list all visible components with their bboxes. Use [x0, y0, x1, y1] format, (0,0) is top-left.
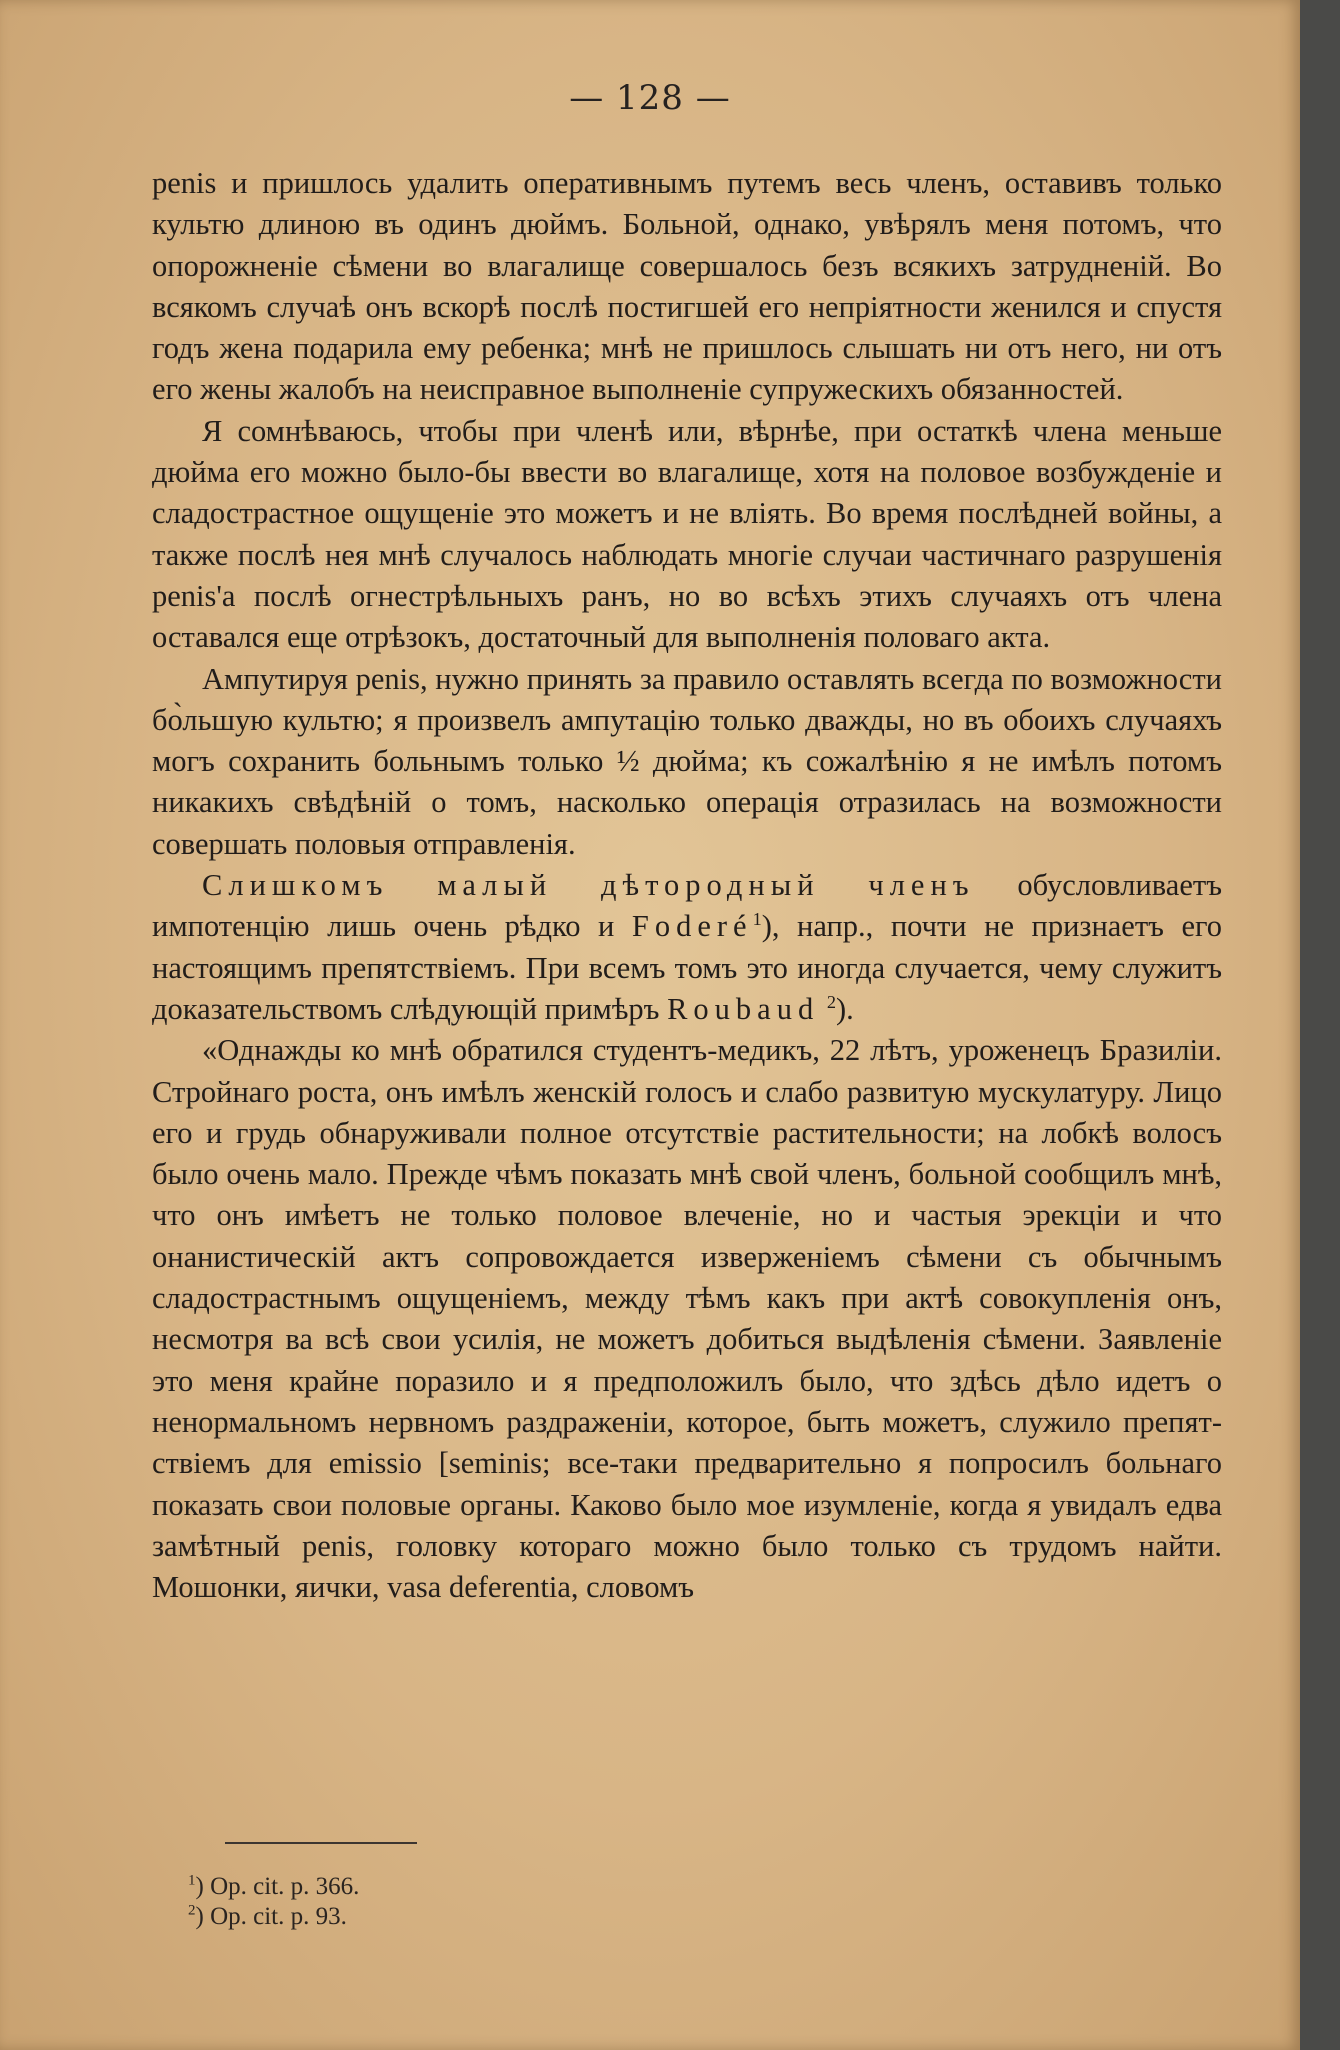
footnote-ref-2: 2 — [826, 991, 836, 1012]
author-fodere: Foderé — [631, 909, 753, 944]
paragraph-2: Я сомнѣваюсь, чтобы при членѣ или, вѣрнѣе, при остаткѣ члена меньше дюйма его можно было-бы ввести во влагалище, хотя на половое возбужденіе и сладострастное ощущеніе это можетъ и не вліять. Во время послѣдней войны, а также послѣ нея мнѣ случалось наблюдать многіе случаи частичнаго разрушенія penis'а послѣ огнестрѣльныхъ ранъ, но во всѣхъ этихъ случаяхъ отъ члена оставался еще отрѣзокъ, достаточный для выполненія половаго акта. — [152, 413, 1222, 655]
page-body — [152, 163, 1222, 1608]
paragraph-5: «Однажды ко мнѣ обратился студентъ-медикъ, 22 лѣтъ, уроженецъ Бразиліи. Стройнаго роста, онъ имѣлъ женскій голосъ и слабо развитую мускулатуру. Лицо его и грудь обнаруживали полное отсутствіе растительности; на лобкѣ волосъ было очень мало. Прежде чѣмъ показать мнѣ свой членъ, больной сообщилъ мнѣ, что онъ имѣетъ не только половое влеченіе, но и частыя эрекціи и что онанистическій актъ сопровождается изверженіемъ сѣмени съ обычнымъ сладострастнымъ ощущеніемъ, между тѣмъ какъ при актѣ совокупленія онъ, несмотря ва всѣ свои усилія, не можетъ добиться выдѣленія сѣмени. Заявленіе это меня крайне поразило и я предположилъ было, что здѣсь дѣло идетъ о ненормальномъ нервномъ раздраженіи, которое, быть можетъ, служило препятствіемъ для emissio [seminis; все-таки предварительно я попросилъ больнаго показать свои половые органы. Каково было мое изумленіе, когда я увидалъ едва замѣтный penis, головку котораго можно было только съ трудомъ найти. Мошонки, яички, vasa deferentia, словомъ — [152, 1033, 1222, 1605]
footnotes — [188, 1872, 359, 1932]
paragraph-4-text-c: ). — [835, 991, 854, 1026]
paragraph-3: Ампутируя penis, нужно принять за правило оставлять всегда по возможности бо̀льшую культю; я произвелъ ампутацію только дважды, но въ обоихъ случаяхъ могъ сохранить больнымъ только ½ дюйма; къ сожалѣнію я не имѣлъ потомъ никакихъ свѣдѣній о томъ, насколько операція отразилась на возможности совершать половыя отправленія. — [152, 661, 1222, 861]
footnote-text: ) Op. cit. p. 366. — [195, 1873, 360, 1900]
footnote-mark: 1 — [188, 1872, 196, 1889]
author-roubaud: Roubaud — [667, 991, 820, 1026]
paragraph-4-text-b: ), напр., почти не признаетъ его настоящимъ препятствіемъ. При всемъ томъ это иногда случается, чему служитъ доказательствомъ слѣдующій примѣръ — [152, 909, 1223, 1026]
page-number: — 128 — — [569, 78, 731, 118]
footnote-text: ) Op. cit. p. 93. — [195, 1903, 347, 1930]
footnote-mark: 2 — [188, 1902, 196, 1919]
footnote-1 — [188, 1872, 359, 1902]
paragraph-1: penis и пришлось удалить оперативнымъ путемъ весь членъ, оставивъ только культю длиною въ одинъ дюймъ. Больной, однако, увѣрялъ меня потомъ, что опорожненіе сѣмени во влагалище совершалось безъ всякихъ затрудненій. Во всякомъ случаѣ онъ вскорѣ послѣ постигшей его непріятности женился и спустя годъ жена подарила ему ребенка; мнѣ не пришлось слышать ни отъ него, ни отъ его жены жалобъ на неисправное выполненіе супружескихъ обязанностей. — [152, 166, 1222, 407]
footnote-2 — [188, 1902, 359, 1932]
footnote-ref-1: 1 — [752, 909, 762, 930]
paragraph-4-text-a: обусловливаетъ импотенцію лишь очень рѣдко и — [152, 868, 1222, 944]
paragraph-4 — [152, 865, 1222, 1030]
spaced-lead-text: Слишкомъ малый дѣтородный членъ — [202, 868, 975, 903]
footnote-divider — [225, 1842, 417, 1844]
